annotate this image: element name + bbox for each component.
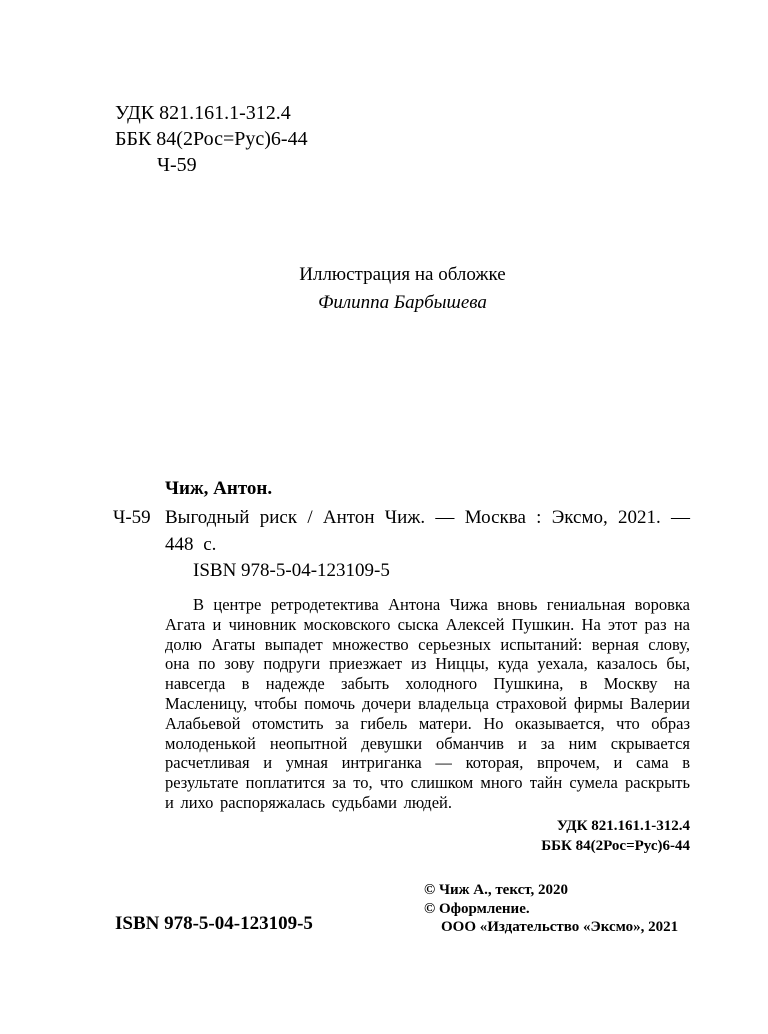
bbk-code-bottom: ББК 84(2Рос=Рус)6-44 xyxy=(541,838,690,854)
udk-code-top: УДК 821.161.1-312.4 xyxy=(115,102,291,124)
classification-codes-bottom xyxy=(165,816,690,856)
copyright-block xyxy=(424,881,678,937)
catalog-author: Чиж, Антон. xyxy=(165,478,273,499)
copyright-design-line: © Оформление. xyxy=(424,900,530,917)
classification-codes-top xyxy=(115,100,308,178)
isbn-bottom: ISBN 978-5-04-123109-5 xyxy=(115,913,313,934)
catalog-entry-code: Ч-59 xyxy=(113,507,151,528)
catalog-entry-text: Выгодный риск / Антон Чиж. — Москва : Эксмо, 2021. — 448 с. xyxy=(165,507,690,555)
copyright-publisher-line: ООО «Издательство «Эксмо», 2021 xyxy=(441,919,679,935)
catalog-entry xyxy=(113,504,690,558)
illustration-credit xyxy=(115,261,690,317)
copyright-text-line: © Чиж А., текст, 2020 xyxy=(424,882,569,898)
illustration-credit-title: Иллюстрация на обложке xyxy=(299,264,506,285)
bbk-code-top: ББК 84(2Рос=Рус)6-44 xyxy=(115,128,308,150)
udk-code-bottom: УДК 821.161.1-312.4 xyxy=(556,818,690,834)
catalog-isbn: ISBN 978-5-04-123109-5 xyxy=(193,560,390,581)
author-sign-code-top: Ч-59 xyxy=(157,154,197,176)
illustration-credit-artist: Филиппа Барбышева xyxy=(318,292,487,313)
annotation-paragraph: В центре ретродетектива Антона Чижа вновь гениальная воровка Агата и чиновник московского сыска Алексей Пушкин. На этот раз на долю Агаты выпадет множество серьезных испытаний: верная слову, она по зову подруги приезжает из Ниццы, куда уехала, казалось бы, навсегда в надежде забыть холодного Пушкина, в Москву на Масленицу, чтобы помочь дочери владельца страховой фирмы Валерии Алабьевой отомстить за гибель матери. Но оказывается, что образ молоденькой неопытной девушки обманчив и за ним скрывается расчетливая и умная интриганка — которая, впрочем, и сама в результате поплатится за то, что слишком много тайн сумела раскрыть и лихо распоряжалась судьбами людей. xyxy=(165,595,690,812)
